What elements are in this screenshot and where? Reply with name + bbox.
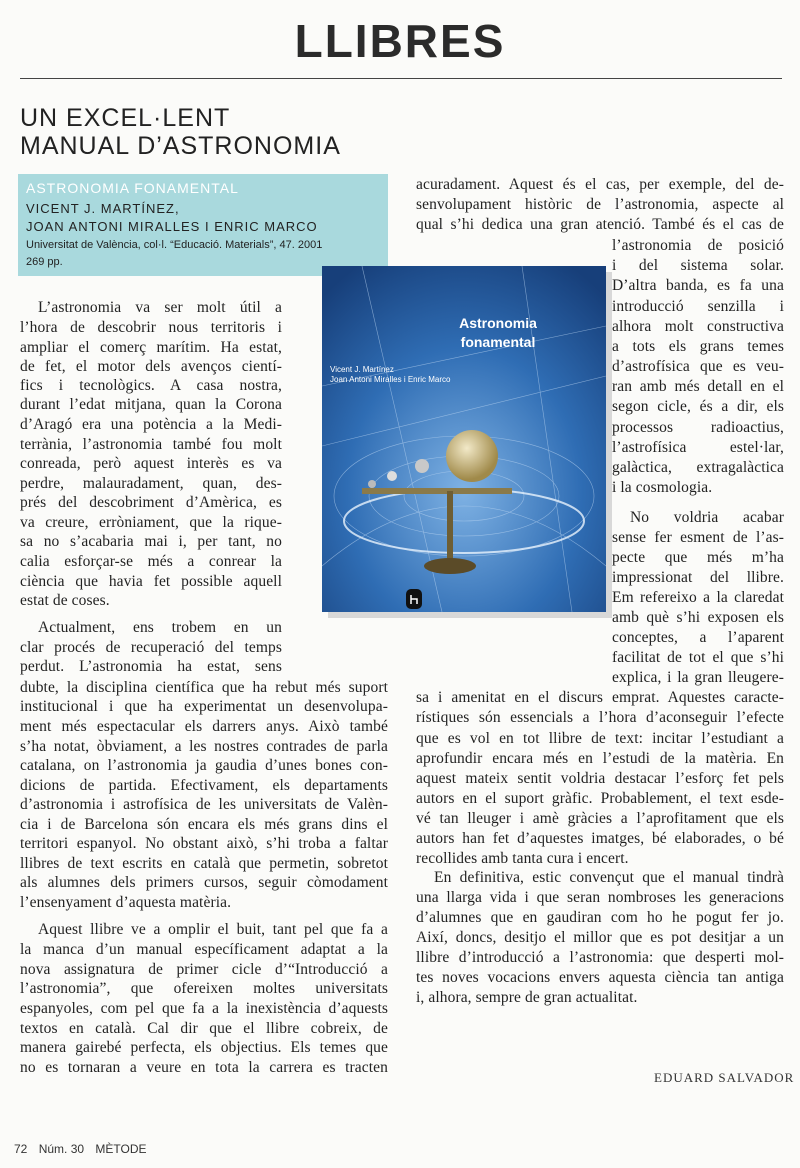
text-line: estat de coses. [20, 592, 110, 609]
page-number: 72 [14, 1142, 28, 1156]
text-line: facilitat de tot el que s’hi [612, 649, 784, 666]
text-line: no es tornaran a veure en tota la carrera es tracten [20, 1059, 388, 1076]
text-line: terrània, l’astronomia també fou molt [20, 436, 282, 453]
text-line: perdre, malauradament, quan, des- [20, 475, 282, 492]
text-line: processos radioactius, [612, 419, 784, 436]
book-publisher: Universitat de València, col·l. “Educació. Materials”, 47. 2001 [26, 239, 323, 251]
text-line: sense fer esment de l’as- [612, 529, 784, 546]
text-line: la manca d’un manual específicament adaptat a la [20, 941, 388, 958]
text-line: dubte, la disciplina científica que ha rebut més suport [20, 679, 388, 696]
text-line: i del sistema solar. [612, 257, 784, 274]
text-line: explica, i la gran lleugere- [612, 669, 784, 686]
text-line: segon cicle, és a dir, els [612, 398, 784, 415]
cover-author-line-2: Joan Antoni Miralles i Enric Marco [330, 375, 451, 384]
text-line: d’alumnes que en gaudiran com ho he pogut fer jo. [416, 909, 784, 926]
text-line: sa i amenitat en el discurs emprat. Aquestes caracte- [416, 689, 784, 706]
text-line: conreada, però aquest interès es va [20, 455, 282, 472]
text-line: prés del descobriment d’Amèrica, es [20, 494, 282, 511]
text-line: als alumnes dels primers cursos, seguir còmodament [20, 874, 388, 891]
cover-title-line-2: fonamental [460, 334, 536, 350]
text-line: i la cosmologia. [612, 479, 713, 496]
text-line: aquest mateix sentit voldria destacar l’esforç fet pels [416, 770, 784, 787]
text-line: dicions de partida. Efectivament, els departaments [20, 777, 388, 794]
text-line: l’astronomia”, que ofereixen moltes universitats [20, 980, 388, 997]
text-line: autors han fet d’aquestes imatges, bé elaborades, o bé [416, 830, 784, 847]
book-pages: 269 pp. [26, 256, 63, 268]
magazine-name: MÈTODE [95, 1142, 147, 1156]
page-footer [14, 1142, 155, 1156]
author-signature: EDUARD SALVADOR [654, 1070, 795, 1085]
text-line: En definitiva, estic convençut que el manual tindrà [434, 869, 784, 886]
text-line: l’ensenyament d’aquesta matèria. [20, 894, 232, 911]
text-line: qual s’hi dedica una gran atenció. També és el cas de [416, 216, 784, 233]
text-line: Em refereixo a la claredat [612, 589, 784, 606]
text-line: que es vol en tot llibre de text: incitar l’estudiant a [416, 730, 784, 747]
text-line: calia esforçar-se més a conrear la [20, 553, 282, 570]
text-line: a tots els grans temes [612, 338, 784, 355]
text-line: senvolupament històric de l’astronomia, aspecte al [416, 196, 784, 213]
text-line: territori espanyol. No obstant això, s’hi troba a faltar [20, 835, 388, 852]
text-line: ampliar el comerç marítim. Ha estat, [20, 339, 282, 356]
text-line: una llarga vida i que seran nombroses les generacions [416, 889, 784, 906]
book-title: ASTRONOMIA FONAMENTAL [26, 180, 239, 196]
text-line: manera gairebé perfecta, els objectius. Els temes que [20, 1039, 388, 1056]
text-line: perdut. L’astronomia ha estat, sens [20, 658, 282, 675]
text-line: No voldria acabar [630, 509, 784, 526]
text-line: catalana, on l’astronomia ja gaudia d’unes bones con- [20, 757, 388, 774]
cover-author-line-1: Vicent J. Martínez [330, 365, 394, 374]
text-line: Aquest llibre ve a omplir el buit, tant pel que fa a [38, 921, 388, 938]
text-line: conceptes, a l’aparent [612, 629, 784, 646]
text-line: Així, doncs, desitjo el millor que es pot desitjar a un [416, 929, 784, 946]
text-line: d’astrofísica que es veu- [612, 358, 784, 375]
text-line: l’hora de descobrir nous territoris i [20, 319, 282, 336]
text-line: cia i de Barcelona són encara els més grans dins el [20, 816, 388, 833]
text-line: s’ha notat, òbviament, a les nostres contrades de parla [20, 738, 388, 755]
book-authors-line-1: VICENT J. MARTÍNEZ, [26, 201, 180, 216]
text-line: amb què s’hi exposen els [612, 609, 784, 626]
text-line: introducció senzilla i [612, 298, 784, 315]
article-headline [20, 104, 400, 160]
text-line: alhora molt constructiva [612, 318, 784, 335]
top-rule [20, 78, 782, 79]
text-line: rístiques són essencials a l’hora d’aconseguir l’efecte [416, 709, 784, 726]
text-line: institucional i que ha experimentat un desenvolupa- [20, 698, 388, 715]
text-line: fics i tecnològics. A casa nostra, [20, 377, 282, 394]
text-line: Actualment, ens trobem en un [38, 619, 282, 636]
text-line: d’Aragó era una potència a la Medi- [20, 416, 282, 433]
text-line: llibres de text escrits en català que permetin, sobretot [20, 855, 388, 872]
text-line: tes noves vocacions envers aquesta ciència tan antiga [416, 969, 784, 986]
text-line: L’astronomia va ser molt útil a [38, 299, 282, 316]
book-info-box [18, 174, 388, 276]
text-line: durant l’edat mitjana, quan la Corona [20, 396, 282, 413]
text-line: vé tan lleuger i amè gràcies a l’aprofitament que els [416, 810, 784, 827]
issue-number: Núm. 30 [38, 1142, 85, 1156]
text-line: recollides amb tanta cura i encert. [416, 850, 629, 867]
text-line: galàctica, extragalàctica [612, 459, 784, 476]
text-line: l’astronomia de posició [612, 237, 784, 254]
text-line: ment més espectacular els darrers anys. Això també [20, 718, 388, 735]
section-title: LLIBRES [294, 15, 506, 67]
text-line: acuradament. Aquest és el cas, per exemple, del de- [416, 176, 784, 193]
text-line: espanyoles, com pel que fa a la inexistència d’aquests [20, 1000, 388, 1017]
headline-line-2: MANUAL D’ASTRONOMIA [20, 132, 341, 160]
cover-title-line-1: Astronomia [459, 315, 537, 331]
text-line: ciència que havia fet possible aquell [20, 573, 282, 590]
text-line: pecte que més m’ha [612, 549, 784, 566]
text-line: de fet, el motor dels avenços cientí- [20, 358, 282, 375]
text-line: aprofundir encara més en l’estudi de la matèria. En [416, 750, 784, 767]
headline-line-1: UN EXCEL·LENT [20, 104, 231, 132]
text-line: impressionat del llibre. [612, 569, 784, 586]
text-line: nova assignatura de primer cicle d’“Introducció a [20, 961, 388, 978]
text-line: D’altra banda, es fa una [612, 277, 784, 294]
book-cover-image [322, 266, 612, 618]
text-line: i, alhora, sempre de gran actualitat. [416, 989, 638, 1006]
text-line: clar procés de recuperació del temps [20, 639, 282, 656]
text-line: l’astrofísica estel·lar, [612, 439, 784, 456]
text-line: ran amb més detall en el [612, 378, 784, 395]
text-line: sa no s’acabaria mai i, per tant, no [20, 533, 282, 550]
text-line: d’astronomia i astrofísica de les universitats de Valèn- [20, 796, 388, 813]
text-line: va creure, erròniament, que la rique- [20, 514, 282, 531]
book-authors-line-2: JOAN ANTONI MIRALLES I ENRIC MARCO [26, 219, 318, 234]
text-line: autors en el suport gràfic. Probablement, el text esde- [416, 790, 784, 807]
text-line: llibre d’introducció a l’astronomia: que desperti mol- [416, 949, 784, 966]
text-line: textos en català. Cal dir que el llibre cobreix, de [20, 1020, 388, 1037]
